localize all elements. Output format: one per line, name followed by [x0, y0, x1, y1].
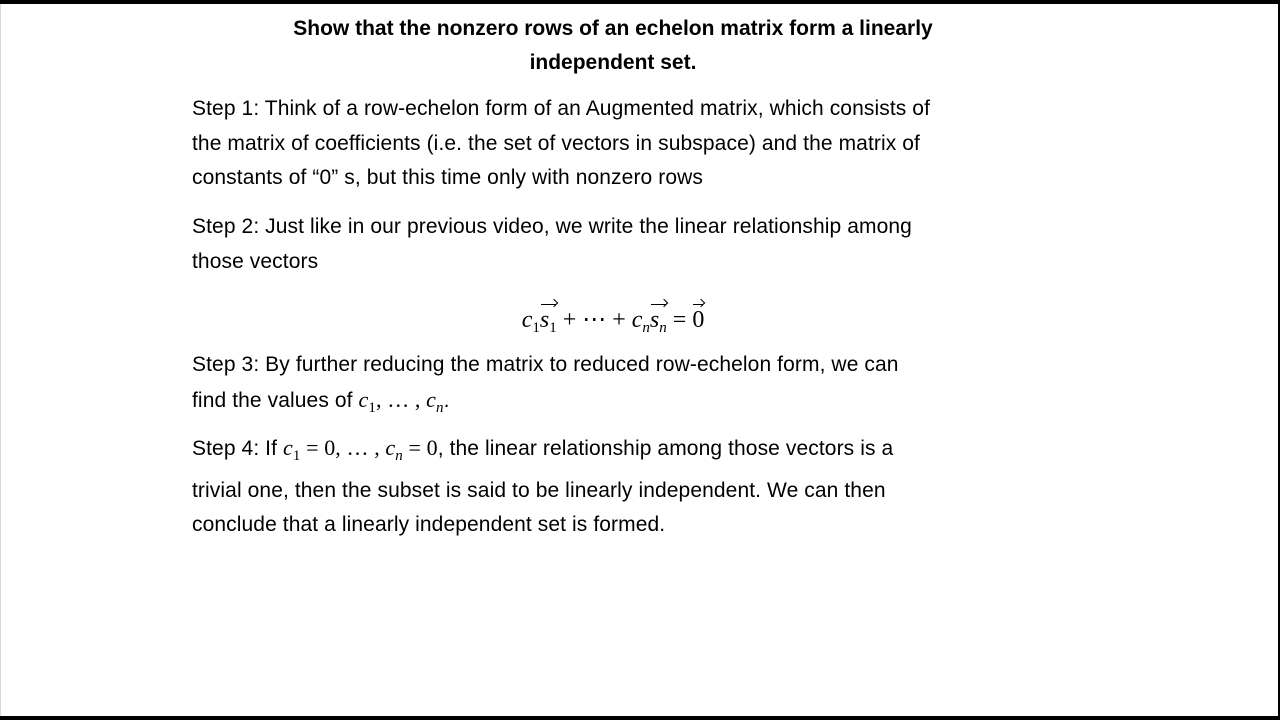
step-2-line-1: Step 2: Just like in our previous video, we write the linear relationship among: [192, 215, 912, 238]
eq-coef-cn: $c_n$: [631, 307, 650, 336]
step-1-line-2: the matrix of coefficients (i.e. the set of vectors in subspace) and the matrix of: [192, 131, 920, 155]
slide-title: [1, 12, 1225, 80]
linear-combination-equation: [1, 300, 1225, 348]
eq-equals: =: [666, 307, 693, 333]
eq-zero-vector: 0: [692, 300, 704, 340]
step-4-line-2: trivial one, then the subset is said to be linearly independent. We can then: [192, 478, 886, 502]
step-4-line-3: conclude that a linearly independent set is formed.: [192, 513, 666, 536]
step-1-line-1: Step 1: Think of a row-echelon form of an Augmented matrix, which consists of: [192, 97, 931, 120]
title-line-2: independent set.: [529, 51, 697, 74]
step-4-paragraph: [192, 431, 1052, 543]
step-2-line-2: those vectors: [192, 249, 319, 273]
title-line-1: Show that the nonzero rows of an echelon matrix form a linearly: [293, 17, 933, 40]
step-1-paragraph: [192, 92, 1052, 196]
step-3-line-1: Step 3: By further reducing the matrix to reduced row-echelon form, we can: [192, 353, 899, 376]
eq-plus-ellipsis: + ⋯ +: [556, 307, 632, 333]
step-3-line-2: find the values of $c_1$, … , $c_n$.: [192, 386, 450, 416]
step-1-line-3: constants of “0” s, but this time only with nonzero rows: [192, 166, 703, 189]
slide-page: [0, 4, 1278, 716]
eq-vector-sn: $s_n$: [650, 300, 667, 348]
eq-vector-s1: $s_1$: [540, 300, 557, 348]
step-4-line-1: Step 4: If $c_1 = 0$, … , $c_n = 0$, the linear relationship among those vectors is a: [192, 435, 894, 464]
step-2-paragraph: [192, 210, 1052, 279]
step-3-paragraph: [192, 348, 1052, 425]
eq-coef-c1: $c_1$: [521, 307, 540, 336]
